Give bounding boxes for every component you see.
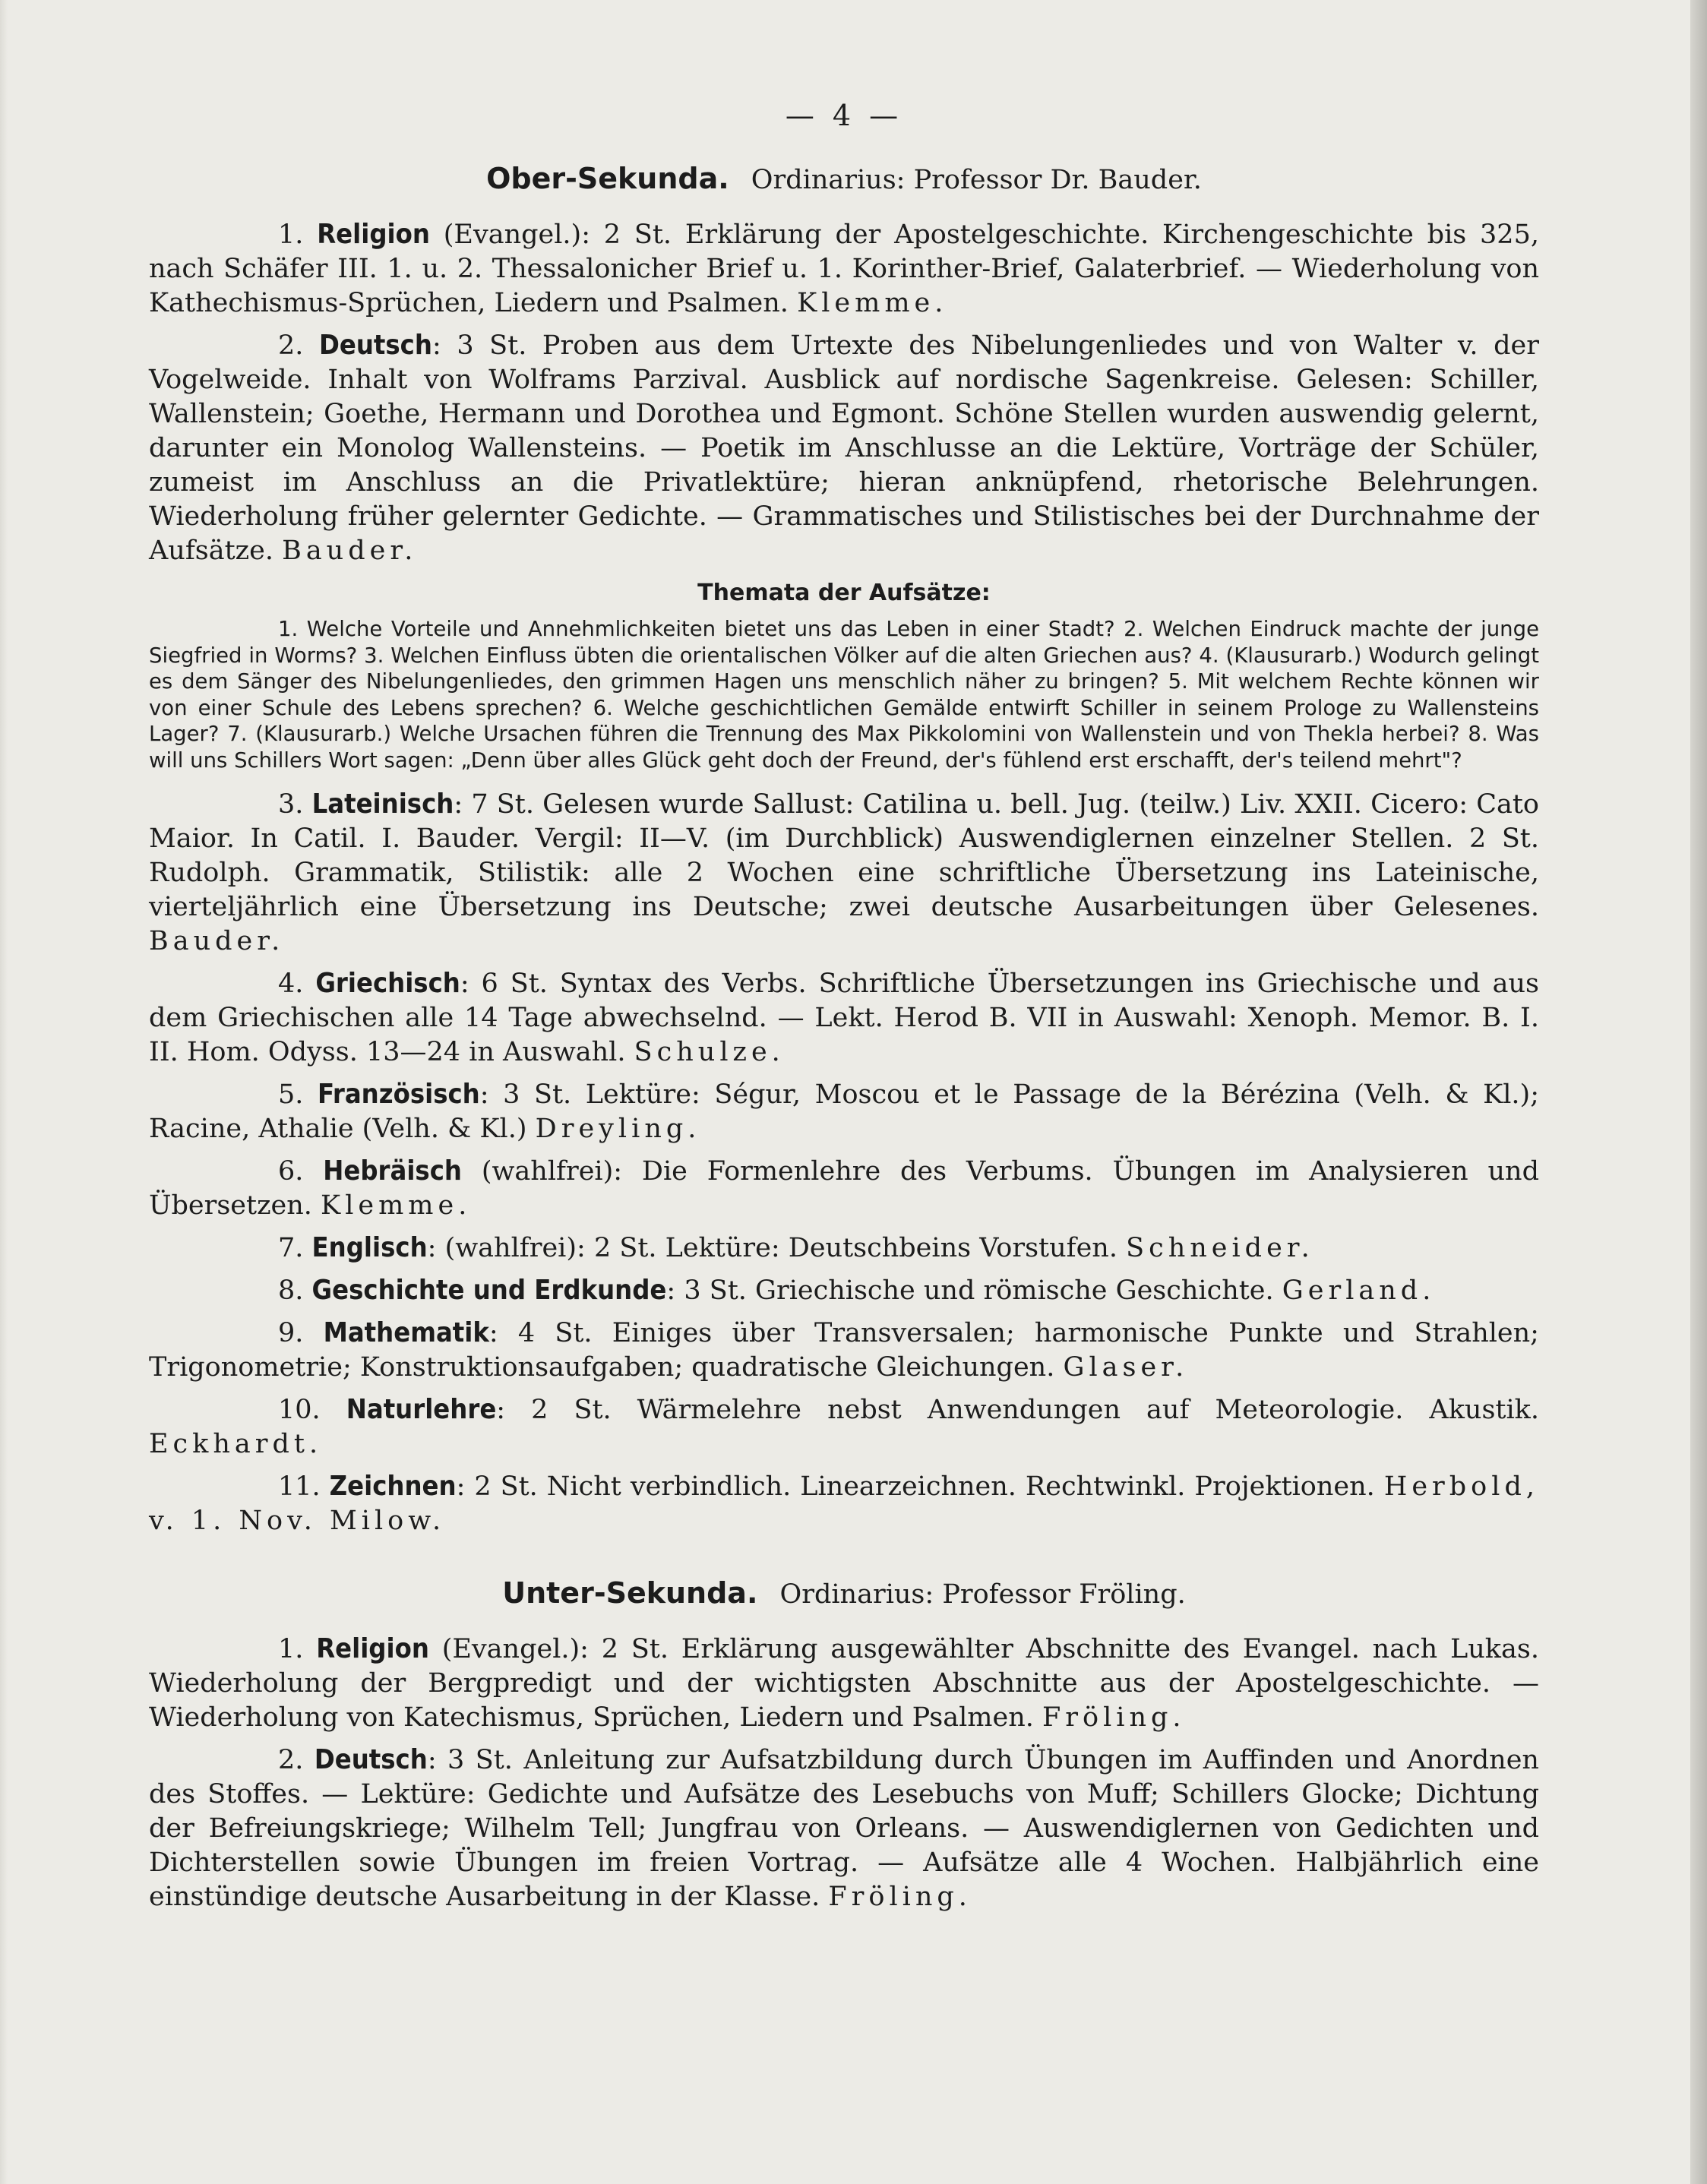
entry-text: : 4 St. Einiges über Transversalen; harmonische Punkte und Strahlen; Trigonometrie; Konstruktionsaufgaben; quadratische Gleichungen.	[149, 1318, 1539, 1383]
entry-text: : 3 St. Anleitung zur Aufsatzbildung durch Übungen im Auffinden und Anordnen des Stoffes. — Lektüre: Gedichte und Aufsätze des Lesebuchs von Muff; Schillers Glocke; Dichtung der Befreiungskriege; Wilhelm Tell; Jungfrau von Orleans. — Auswendiglernen von Gedichten und Dichterstellen sowie Übungen im freien Vortrag. — Aufsätze alle 4 Wochen. Halbjährlich eine einstündige deutsche Ausarbeitung in der Klasse.	[149, 1745, 1539, 1912]
entry-text: : 3 St. Proben aus dem Urtexte des Nibelungenliedes und von Walter v. der Vogelweide. Inhalt von Wolframs Parzival. Ausblick auf nordische Sagenkreise. Gelesen: Schiller, Wallenstein; Goethe, Hermann und Dorothea und Egmont. Schöne Stellen wurden auswendig gelernt, darunter ein Monolog Wallensteins. — Poetik im Anschlusse an die Lektüre, Vorträge der Schüler, zumeist im Anschluss an die Privatlektüre; hieran anknüpfend, rhetorische Belehrungen. Wiederholung früher gelernter Gedichte. — Grammatisches und Stilistisches bei der Durchnahme der Aufsätze.	[149, 330, 1539, 566]
entry-number: 6.	[278, 1156, 304, 1187]
subject-name: Deutsch	[318, 330, 432, 361]
subject-entry-griechisch	[149, 966, 1539, 1070]
themata-heading: Themata der Aufsätze:	[697, 580, 991, 606]
teacher-name: Bauder.	[282, 536, 418, 566]
subject-name: Mathematik	[323, 1317, 489, 1348]
subject-entry-hebraeisch	[149, 1154, 1539, 1223]
subject-name: Deutsch	[314, 1744, 428, 1775]
teacher-name: Klemme.	[321, 1190, 472, 1221]
teacher-name: Glaser.	[1063, 1352, 1189, 1383]
subject-entry-mathematik	[149, 1316, 1539, 1385]
subject-name: Französisch	[318, 1079, 480, 1110]
teacher-name: Dreyling.	[535, 1114, 701, 1144]
ordinarius-label: Ordinarius:	[779, 1579, 934, 1610]
subject-entry-zeichnen	[149, 1469, 1539, 1538]
teacher-name: Fröling.	[828, 1882, 972, 1912]
section-header-ober-sekunda	[149, 162, 1539, 198]
teacher-name: Fröling.	[1042, 1702, 1186, 1733]
subject-entry-geschichte-erdkunde	[149, 1273, 1539, 1308]
entry-number: 10.	[278, 1395, 321, 1425]
page-right-edge	[1690, 0, 1707, 2184]
teacher-name: Eckhardt.	[149, 1429, 323, 1459]
entry-text: : 7 St. Gelesen wurde Sallust: Catilina u. bell. Jug. (teilw.) Liv. XXII. Cicero: Cato Maior. In Catil. I. Bauder. Vergil: II—V. (im Durchblick) Auswendiglernen einzelner Stellen. 2 St. Rudolph. Grammatik, Stilistik: alle 2 Wochen eine schriftliche Übersetzung ins Lateinische, vierteljährlich eine Übersetzung ins Deutsche; zwei deutsche Ausarbeitungen über Gelesenes.	[149, 789, 1539, 922]
teacher-name: Herbold, v. 1. Nov. Milow.	[149, 1471, 1539, 1536]
subject-entry-englisch	[149, 1231, 1539, 1266]
entry-text: (Evangel.): 2 St. Erklärung der Apostelgeschichte. Kirchengeschichte bis 325, nach Schäfer III. 1. u. 2. Thessalonicher Brief u. 1. Korinther-Brief, Galaterbrief. — Wiederholung von Kathechismus-Sprüchen, Liedern und Psalmen.	[149, 220, 1539, 318]
subject-name: Englisch	[311, 1232, 428, 1263]
subject-entry-religion	[149, 217, 1539, 321]
entry-text: : (wahlfrei): 2 St. Lektüre: Deutschbeins Vorstufen.	[427, 1233, 1117, 1263]
entry-text: : 3 St. Griechische und römische Geschichte.	[666, 1275, 1274, 1306]
subject-name: Lateinisch	[311, 789, 454, 820]
entry-number: 5.	[278, 1079, 304, 1110]
entry-number: 7.	[278, 1233, 304, 1263]
ordinarius-name: Professor Fröling.	[942, 1579, 1186, 1610]
section-title: Unter-Sekunda.	[502, 1576, 758, 1610]
subject-name: Religion	[317, 219, 430, 250]
section-spacer	[149, 1546, 1539, 1569]
entry-text: : 6 St. Syntax des Verbs. Schriftliche Übersetzungen ins Griechische und aus dem Griechischen alle 14 Tage abwechselnd. — Lekt. Herod B. VII in Auswahl: Xenoph. Memor. B. I. II. Hom. Odyss. 13—24 in Auswahl.	[149, 969, 1539, 1067]
subject-entry-deutsch	[149, 328, 1539, 568]
entry-number: 11.	[278, 1471, 321, 1502]
subject-name: Hebräisch	[323, 1155, 462, 1187]
section-title: Ober-Sekunda.	[486, 162, 729, 195]
page-left-edge	[0, 0, 8, 2184]
entry-number: 8.	[278, 1275, 304, 1306]
subject-name: Naturlehre	[346, 1394, 497, 1425]
subject-name: Geschichte und Erdkunde	[311, 1275, 667, 1306]
entry-text: : 2 St. Nicht verbindlich. Linearzeichnen. Rechtwinkl. Projektionen.	[456, 1471, 1375, 1502]
subject-name: Griechisch	[315, 968, 460, 999]
subject-name: Zeichnen	[329, 1471, 457, 1502]
entry-number: 4.	[278, 969, 304, 999]
subject-entry-franzoesisch	[149, 1077, 1539, 1146]
subject-entry-lateinisch	[149, 787, 1539, 959]
entry-number: 1.	[278, 220, 304, 250]
teacher-name: Bauder.	[149, 926, 285, 956]
section-header-unter-sekunda	[149, 1576, 1539, 1612]
entry-number: 1.	[278, 1634, 304, 1664]
entry-number: 2.	[278, 330, 304, 361]
entry-text: (Evangel.): 2 St. Erklärung ausgewählter Abschnitte des Evangel. nach Lukas. Wiederholung der Bergpredigt und der wichtigsten Abschnitte aus der Apostelgeschichte. — Wiederholung von Katechismus, Sprüchen, Liedern und Psalmen.	[149, 1634, 1539, 1733]
subject-entry-naturlehre	[149, 1392, 1539, 1462]
teacher-name: Klemme.	[797, 288, 948, 318]
ordinarius-label: Ordinarius:	[751, 165, 906, 195]
entry-text: (wahlfrei): Die Formenlehre des Verbums. Übungen im Analysieren und Übersetzen.	[149, 1156, 1539, 1221]
subject-entry-religion	[149, 1632, 1539, 1735]
subject-entry-deutsch	[149, 1743, 1539, 1914]
entry-number: 2.	[278, 1745, 304, 1775]
teacher-name: Gerland.	[1282, 1275, 1436, 1306]
teacher-name: Schulze.	[634, 1037, 785, 1067]
document-page	[149, 99, 1539, 1922]
teacher-name: Schneider.	[1126, 1233, 1314, 1263]
subject-name: Religion	[316, 1633, 429, 1664]
ordinarius-name: Professor Dr. Bauder.	[913, 165, 1202, 195]
themata-list: 1. Welche Vorteile und Annehmlichkeiten bietet uns das Leben in einer Stadt? 2. Welchen Eindruck machte der junge Siegfried in Worms? 3. Welchen Einfluss übten die orientalischen Völker auf die alten Griechen aus? 4. (Klausurarb.) Wodurch gelingt es dem Sänger des Nibelungenliedes, den grimmen Hagen uns menschlich näher zu bringen? 5. Mit welchem Rechte können wir von einer Schule des Lebens sprechen? 6. Welche geschichtlichen Gemälde entwirft Schiller in seinem Prologe zu Wallensteins Lager? 7. (Klausurarb.) Welche Ursachen führen die Trennung des Max Pikkolomini von Wallenstein und von Thekla herbei? 8. Was will uns Schillers Wort sagen: „Denn über alles Glück geht doch der Freund, der's fühlend erst erschafft, der's teilend mehrt"?	[149, 617, 1539, 773]
page-number: — 4 —	[785, 99, 903, 132]
entry-number: 9.	[278, 1318, 304, 1348]
entry-number: 3.	[278, 789, 304, 820]
entry-text: : 2 St. Wärmelehre nebst Anwendungen auf Meteorologie. Akustik.	[496, 1395, 1539, 1425]
entry-text: : 3 St. Lektüre: Ségur, Moscou et le Passage de la Bérézina (Velh. & Kl.); Racine, Athalie (Velh. & Kl.)	[149, 1079, 1539, 1144]
